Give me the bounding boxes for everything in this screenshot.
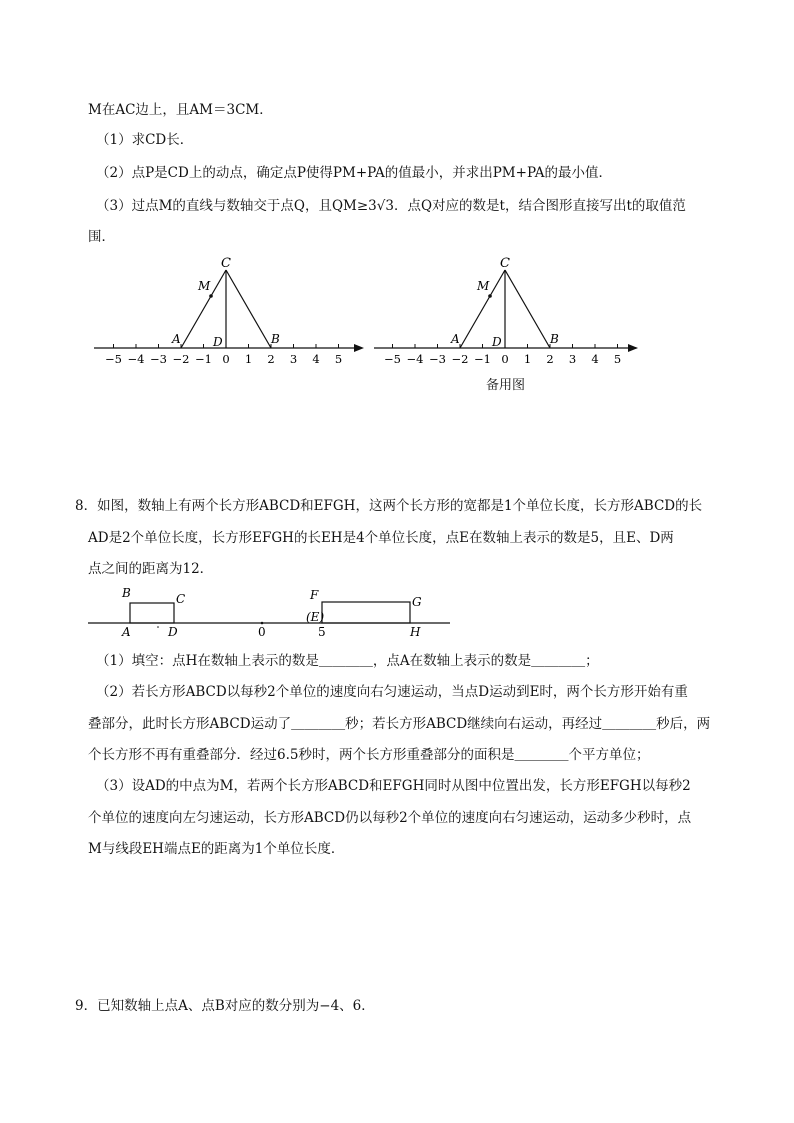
axis-tick-label: 4: [312, 352, 320, 366]
fig-label-h: H: [410, 625, 421, 639]
axis-tick-label: −2: [172, 352, 190, 366]
q8-figure: [88, 585, 458, 640]
axis-tick-label: −5: [384, 352, 401, 366]
axis-tick-label: −3: [150, 352, 167, 366]
fig-label-f: F: [310, 588, 319, 602]
axis-tick-label: 3: [568, 352, 577, 366]
q7-part2: （2）点P是CD上的动点，确定点P使得PM+PA的值最小，并求出PM+PA的最小值．: [96, 165, 613, 181]
label-a: A: [172, 332, 181, 346]
q8-stem-line3: 点之间的距离为12．: [88, 561, 214, 577]
q8-part2-line3: 个长方形不再有重叠部分．经过6.5秒时，两个长方形重叠部分的面积是＿＿＿＿个平方单位；: [88, 747, 650, 763]
fig-label-a: A: [122, 625, 131, 639]
fig-label-e: (E): [306, 610, 325, 624]
label-b: B: [271, 332, 280, 346]
axis-tick-label: 1: [523, 352, 532, 366]
q7-part3-line2: 围．: [88, 229, 115, 245]
axis-tick-label: 0: [222, 352, 230, 366]
label-a: A: [451, 332, 460, 346]
label-d: D: [213, 335, 223, 349]
axis-tick-label: 0: [501, 352, 509, 366]
label-m: M: [198, 279, 211, 293]
axis-tick-label: 5: [334, 352, 343, 366]
q8-part2-line2: 叠部分，此时长方形ABCD运动了＿＿＿＿秒；若长方形ABCD继续向右运动，再经过＿＿＿＿秒后，两: [88, 716, 711, 732]
q8-part1: （1）填空：点H在数轴上表示的数是＿＿＿＿，点A在数轴上表示的数是＿＿＿＿；: [96, 653, 599, 669]
q8-stem-line2: AD是2个单位长度，长方形EFGH的长EH是4个单位长度，点E在数轴上表示的数是5，且E、D两: [88, 530, 674, 546]
label-d: D: [492, 335, 502, 349]
fig-label-d: D: [168, 625, 178, 639]
axis-tick-label: 3: [289, 352, 298, 366]
fig-label-g: G: [412, 595, 422, 609]
label-c: C: [221, 256, 231, 271]
label-m: M: [477, 279, 490, 293]
axis-tick-label: −1: [474, 352, 491, 366]
axis-tick-label: −2: [451, 352, 469, 366]
q7-figure-main: [92, 255, 367, 370]
axis-tick-label: 2: [546, 352, 554, 366]
axis-tick-label: −5: [105, 352, 122, 366]
q8-part3-line1: （3）设AD的中点为M，若两个长方形ABCD和EFGH同时从图中位置出发，长方形EFGH以每秒2: [96, 778, 691, 794]
q9-stem: 9．已知数轴上点A、点B对应的数分别为−4、6．: [75, 998, 375, 1014]
fig-label-c: C: [176, 592, 186, 606]
label-b: B: [550, 332, 559, 346]
fig-label-b: B: [122, 586, 131, 600]
q8-stem-line1: 8．如图，数轴上有两个长方形ABCD和EFGH，这两个长方形的宽都是1个单位长度，长方形ABCD的长: [75, 498, 703, 514]
q8-part3-line3: M与线段EH端点E的距离为1个单位长度．: [88, 841, 345, 857]
spare-figure-caption: 备用图: [486, 378, 526, 393]
axis-tick-label: 1: [244, 352, 253, 366]
q7-continuation: M在AC边上，且AM＝3CM．: [88, 102, 273, 118]
q8-part3-line2: 个单位的速度向左匀速运动，长方形ABCD仍以每秒2个单位的速度向右匀速运动，运动多少秒时，点: [88, 810, 692, 826]
label-c: C: [500, 256, 510, 271]
axis-tick-label: 4: [591, 352, 599, 366]
axis-tick-label: 2: [267, 352, 275, 366]
q8-part2-line1: （2）若长方形ABCD以每秒2个单位的速度向右匀速运动，当点D运动到E时，两个长方形开始有重: [96, 684, 688, 700]
axis-tick-label: −4: [127, 352, 145, 366]
axis-tick-label: −1: [195, 352, 212, 366]
axis-tick-label: 5: [613, 352, 622, 366]
fig-label-zero: 0: [258, 625, 266, 639]
axis-tick-label: −4: [406, 352, 424, 366]
fig-label-five: 5: [318, 625, 326, 639]
axis-tick-label: −3: [429, 352, 446, 366]
q7-part1: （1）求CD长．: [96, 132, 194, 148]
q7-part3-line1: （3）过点M的直线与数轴交于点Q，且QM≥3√3．点Q对应的数是t，结合图形直接写出t的取值范: [96, 198, 686, 214]
q7-figure-spare: [372, 255, 647, 370]
